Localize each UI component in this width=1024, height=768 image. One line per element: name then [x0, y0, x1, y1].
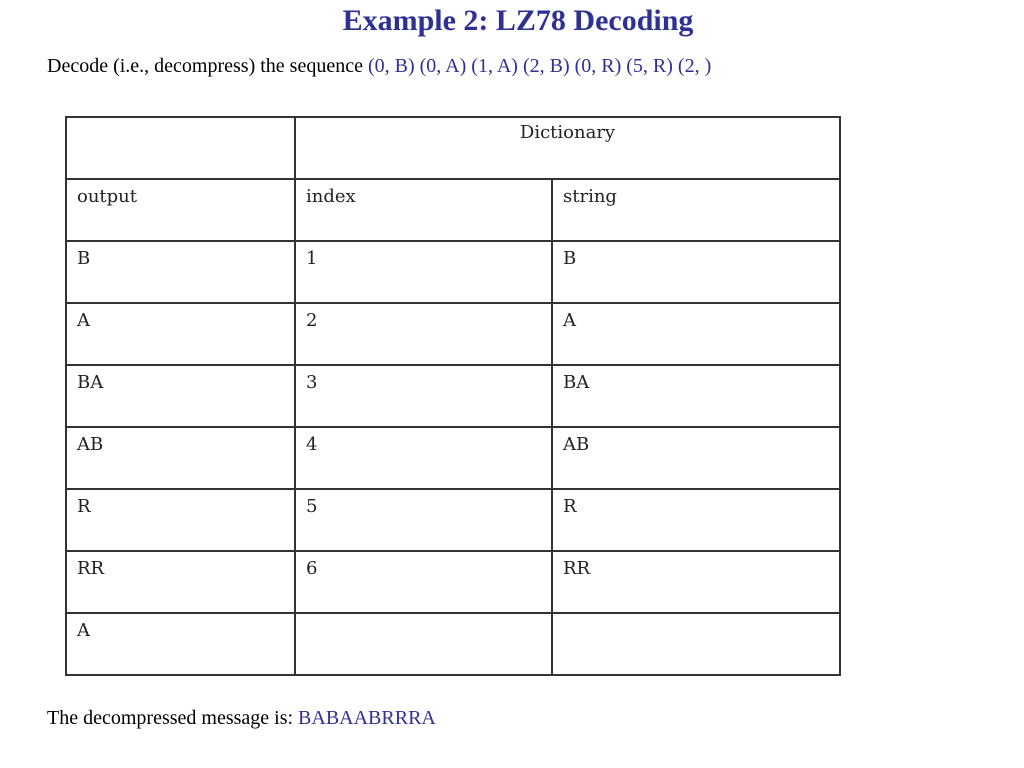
- output-cell: A: [66, 303, 295, 365]
- table-row: [66, 365, 840, 427]
- string-cell: B: [552, 241, 840, 303]
- table-group-header-row: [66, 117, 840, 179]
- output-cell: A: [66, 613, 295, 675]
- output-cell: R: [66, 489, 295, 551]
- dictionary-header: Dictionary: [295, 117, 840, 179]
- column-header-output: output: [66, 179, 295, 241]
- result-text: [47, 707, 436, 730]
- decompressed-message: BABAABRRRA: [298, 707, 436, 729]
- string-cell: RR: [552, 551, 840, 613]
- slide-title: Example 2: LZ78 Decoding: [342, 4, 694, 37]
- index-cell: [295, 613, 552, 675]
- table-row: [66, 303, 840, 365]
- index-cell: 6: [295, 551, 552, 613]
- index-cell: 2: [295, 303, 552, 365]
- output-cell: AB: [66, 427, 295, 489]
- lz78-decoding-table-container: [65, 116, 841, 674]
- table-row: [66, 427, 840, 489]
- column-header-string: string: [552, 179, 840, 241]
- instruction-prefix: Decode (i.e., decompress) the sequence: [47, 55, 368, 77]
- string-cell: AB: [552, 427, 840, 489]
- table-row: [66, 489, 840, 551]
- output-cell: B: [66, 241, 295, 303]
- table-row: [66, 241, 840, 303]
- index-cell: 4: [295, 427, 552, 489]
- instruction-text: [47, 55, 711, 78]
- result-prefix: The decompressed message is:: [47, 707, 299, 729]
- index-cell: 3: [295, 365, 552, 427]
- index-cell: 1: [295, 241, 552, 303]
- table-row: [66, 613, 840, 675]
- output-cell: RR: [66, 551, 295, 613]
- table-row: [66, 551, 840, 613]
- string-cell: BA: [552, 365, 840, 427]
- string-cell: A: [552, 303, 840, 365]
- column-header-index: index: [295, 179, 552, 241]
- output-cell: BA: [66, 365, 295, 427]
- encoded-sequence: (0, B) (0, A) (1, A) (2, B) (0, R) (5, R) (2, ): [367, 55, 712, 77]
- index-cell: 5: [295, 489, 552, 551]
- string-cell: R: [552, 489, 840, 551]
- lz78-decoding-table: [65, 116, 841, 676]
- empty-header-cell: [66, 117, 295, 179]
- string-cell: [552, 613, 840, 675]
- table-column-header-row: [66, 179, 840, 241]
